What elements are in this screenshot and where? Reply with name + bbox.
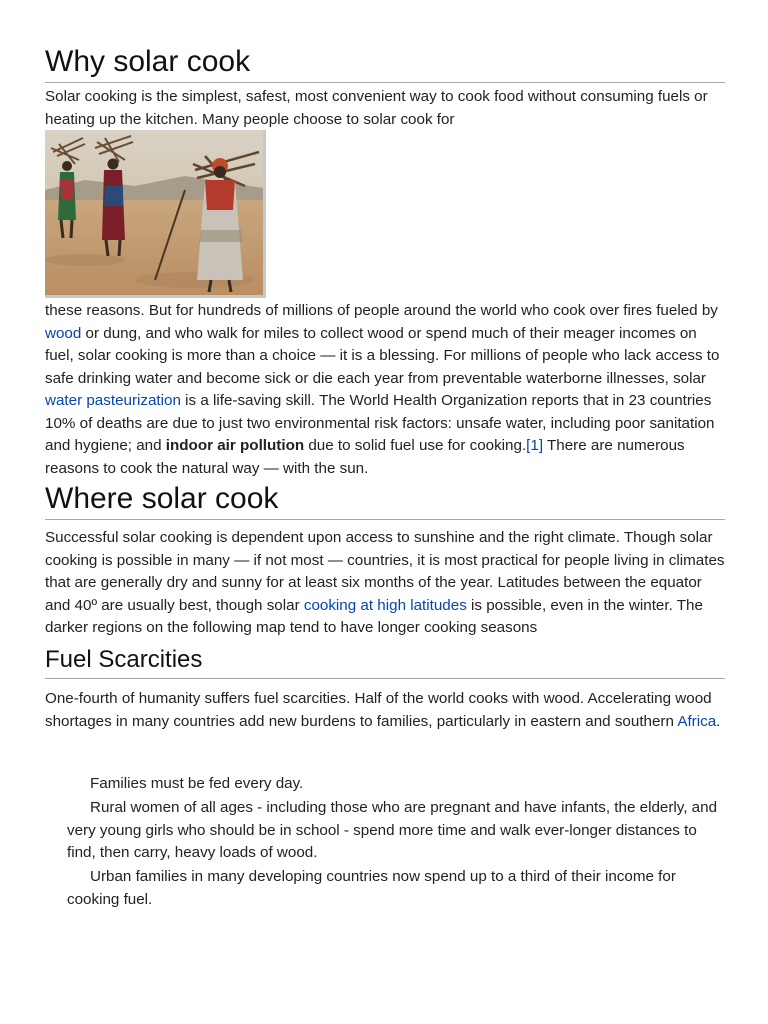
reference-1-link[interactable]: [1] <box>526 437 544 454</box>
water-pasteurization-link[interactable]: water pasteurization <box>45 392 181 409</box>
indoor-air-pollution-bold: indoor air pollution <box>165 437 305 454</box>
women-carrying-firewood-photo <box>45 130 266 298</box>
quote-urban-families: Urban families in many developing countries now spend up to a third of their income for cooking fuel. <box>67 868 676 908</box>
heading-fuel-scarcities: Fuel Scarcities <box>45 645 725 679</box>
quote-rural-women: Rural women of all ages - including those who are pregnant and have infants, the elderly, and very young girls who should be in school - spend more time and walk ever-longer distances to find, then carry, heavy loads of wood. <box>67 799 718 861</box>
cooking-at-high-latitudes-link[interactable]: cooking at high latitudes <box>303 596 467 614</box>
quote-families-fed: Families must be fed every day. <box>90 775 304 792</box>
heading-why-solar-cook: Why solar cook <box>45 44 725 83</box>
where-paragraph: Successful solar cooking is dependent upon access to sunshine and the right climate. Though solar cooking is possible in many — if not most — countries, it is most practical for people living in climates that are generally dry and sunny for at least six months of the year. Latitudes between the equator and 40º are usually best, though solar cooking at high latitudes is possible, even in the winter. The darker regions on the following map tend to have longer cooking seasons <box>45 529 725 636</box>
africa-link[interactable]: Africa <box>677 712 717 730</box>
wood-link[interactable]: wood <box>45 324 82 342</box>
why-intro-paragraph: Solar cooking is the simplest, safest, most convenient way to cook food without consuming fuels or heating up the kitchen. Many people choose to solar cook for <box>45 88 708 128</box>
heading-where-solar-cook: Where solar cook <box>45 481 725 520</box>
why-body-paragraph: these reasons. But for hundreds of millions of people around the world who cook over fires fueled by wood or dung, and who walk for miles to collect wood or spend much of their meager incomes on fuel, solar cooking is more than a choice — it is a blessing. For millions of people who lack access to safe drinking water and become sick or die each year from preventable waterborne illnesses, solar water pasteurization is a life-saving skill. The World Health Organization reports that in 23 countries 10% of deaths are due to just two environmental risk factors: unsafe water, including poor sanitation and hygiene; and indoor air pollution due to solid fuel use for cooking.[1] There are numerous reasons to cook the natural way — with the sun. <box>45 302 720 477</box>
fuel-paragraph: One-fourth of humanity suffers fuel scarcities. Half of the world cooks with wood. Accelerating wood shortages in many countries add new burdens to families, particularly in eastern and southern Africa. <box>45 690 721 730</box>
